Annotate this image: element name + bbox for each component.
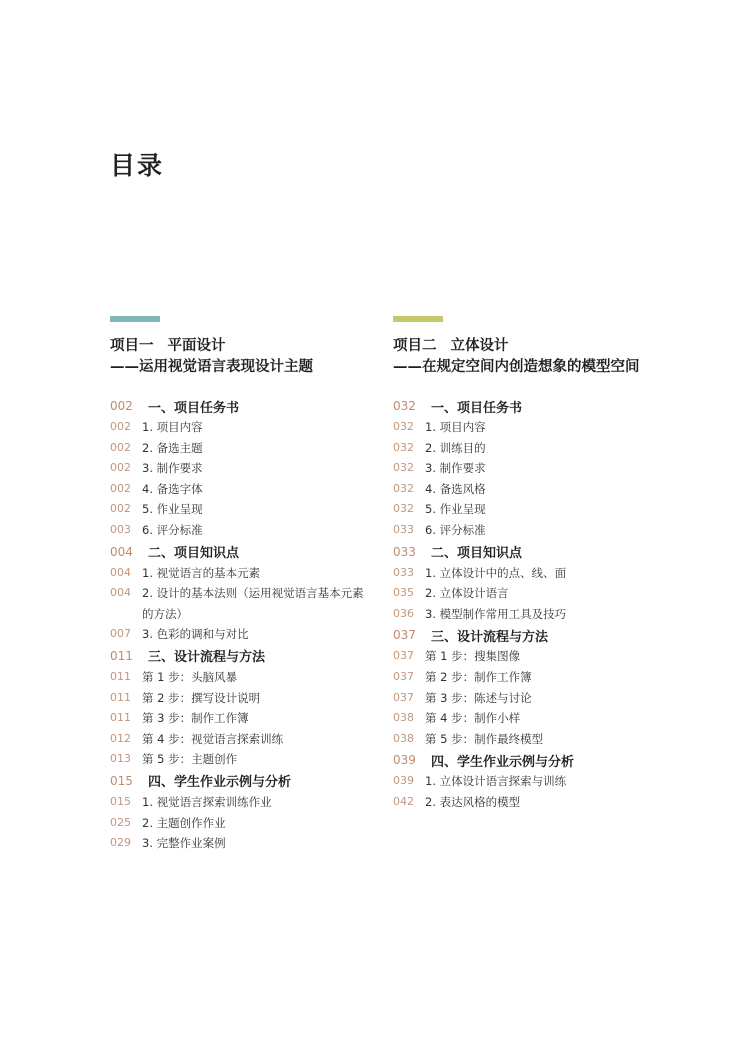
toc-page-number: 038: [393, 731, 414, 745]
toc-item[interactable]: [110, 833, 380, 854]
project-2-accent-bar: [393, 316, 443, 322]
toc-page-number: 007: [110, 627, 131, 641]
toc-section-title: 二、项目知识点: [148, 546, 240, 562]
toc-item-title: 第 4 步：视觉语言探索训练: [142, 731, 284, 746]
toc-page-number: 033: [393, 544, 416, 559]
toc-item-title: 4. 备选风格: [425, 481, 486, 496]
toc-item[interactable]: [393, 479, 663, 500]
toc-item-title: 1. 项目内容: [425, 420, 486, 434]
toc-section[interactable]: [393, 624, 663, 646]
toc-item[interactable]: [393, 499, 663, 520]
toc-item-title: 3. 制作要求: [142, 461, 203, 476]
toc-section[interactable]: [110, 395, 380, 417]
project-2-column: [393, 316, 663, 813]
project-1-name: 平面设计: [167, 337, 226, 354]
page-title: 目录: [110, 151, 165, 180]
toc-item[interactable]: [393, 520, 663, 541]
toc-item-title: 2. 表达风格的模型: [425, 794, 521, 809]
toc-item-title: 4. 备选字体: [142, 481, 203, 496]
toc-page-number: 012: [110, 731, 131, 745]
toc-page-number: 013: [110, 752, 131, 766]
toc-page-number: 015: [110, 773, 133, 788]
toc-item[interactable]: [110, 520, 380, 541]
toc-item[interactable]: [110, 563, 380, 584]
toc-item-title: 6. 评分标准: [142, 522, 203, 537]
toc-page-number: 032: [393, 399, 416, 413]
toc-item-title: 2. 主题创作作业: [142, 815, 226, 830]
toc-page-number: 042: [393, 794, 414, 808]
toc-item-title: 第 2 步：撰写设计说明: [142, 690, 261, 705]
project-1-column: [110, 316, 380, 854]
toc-item[interactable]: [393, 417, 663, 438]
toc-item-title: 3. 制作要求: [425, 461, 486, 476]
toc-item[interactable]: [110, 688, 380, 709]
project-1-accent-bar: [110, 316, 160, 322]
toc-item-title: 2. 立体设计语言: [425, 586, 509, 601]
project-2-name: 立体设计: [450, 337, 509, 354]
toc-item[interactable]: [393, 458, 663, 479]
toc-item[interactable]: [393, 667, 663, 688]
toc-page-number: 011: [110, 690, 131, 704]
toc-item-title: 6. 评分标准: [425, 522, 486, 537]
toc-item[interactable]: [393, 792, 663, 813]
toc-item[interactable]: [110, 417, 380, 438]
toc-page-number: 002: [110, 461, 131, 475]
toc-item[interactable]: [110, 458, 380, 479]
toc-item[interactable]: [110, 729, 380, 750]
toc-item-title: 1. 视觉语言的基本元素: [142, 565, 261, 580]
toc-item[interactable]: [393, 604, 663, 625]
toc-page-number: 011: [110, 648, 133, 663]
toc-section[interactable]: [110, 770, 380, 792]
toc-item-title: 第 1 步：搜集图像: [425, 649, 521, 664]
toc-page-number: 032: [393, 420, 414, 433]
toc-page-number: 032: [393, 440, 414, 454]
toc-item[interactable]: [393, 688, 663, 709]
project-2-number: 项目二: [393, 337, 437, 354]
toc-page-number: 037: [393, 649, 414, 663]
toc-page-number: 033: [393, 522, 414, 536]
toc-section-title: 四、学生作业示例与分析: [431, 754, 575, 770]
toc-item-title: 5. 作业呈现: [142, 502, 203, 517]
toc-item[interactable]: [393, 438, 663, 459]
toc-item-title: 5. 作业呈现: [425, 502, 486, 517]
toc-section-title: 一、项目任务书: [431, 400, 523, 416]
toc-page-number: 002: [110, 399, 133, 413]
toc-item[interactable]: [393, 729, 663, 750]
toc-item[interactable]: [110, 813, 380, 834]
toc-page-number: 037: [393, 669, 414, 683]
toc-page-number: 004: [110, 565, 131, 579]
project-1-toc-list: [110, 395, 380, 854]
project-1-number: 项目一: [110, 337, 154, 354]
toc-item-title: 1. 立体设计中的点、线、面: [425, 565, 567, 580]
toc-page-number: 029: [110, 836, 131, 850]
toc-item-title: 1. 视觉语言探索训练作业: [142, 794, 272, 809]
toc-item-title: 第 3 步：陈述与讨论: [425, 690, 532, 705]
toc-item-title: 第 5 步：制作最终模型: [425, 731, 544, 746]
toc-item-title: 第 3 步：制作工作簿: [142, 711, 249, 726]
toc-page-number: 033: [393, 565, 414, 579]
toc-section-title: 三、设计流程与方法: [148, 650, 266, 666]
toc-section[interactable]: [110, 541, 380, 563]
toc-page-number: 002: [110, 420, 131, 433]
toc-page-number: 038: [393, 711, 414, 725]
toc-section[interactable]: [110, 645, 380, 667]
toc-section-title: 三、设计流程与方法: [431, 629, 549, 645]
toc-page-number: 004: [110, 586, 131, 600]
toc-page-number: 036: [393, 606, 414, 620]
toc-section-title: 二、项目知识点: [431, 546, 523, 562]
toc-page-number: 003: [110, 522, 131, 536]
toc-item-title: 2. 训练目的: [425, 440, 486, 455]
toc-page-number: 035: [393, 586, 414, 600]
toc-page-number: 011: [110, 711, 131, 725]
toc-item-title: 第 2 步：制作工作簿: [425, 669, 532, 684]
toc-page-number: 039: [393, 774, 414, 788]
toc-page-number: 037: [393, 628, 416, 643]
toc-item-title: 第 5 步：主题创作: [142, 752, 238, 767]
project-2-subtitle: ——在规定空间内创造想象的模型空间: [393, 358, 640, 375]
toc-page-number: 032: [393, 461, 414, 475]
toc-section[interactable]: [393, 395, 663, 417]
toc-item-title: 1. 立体设计语言探索与训练: [425, 774, 567, 789]
project-2-toc-list: [393, 395, 663, 813]
toc-page-number: 015: [110, 794, 131, 808]
toc-item[interactable]: [110, 667, 380, 688]
toc-page-number: 002: [110, 440, 131, 454]
toc-item-title: 2. 备选主题: [142, 440, 203, 455]
toc-page-number: 032: [393, 481, 414, 495]
toc-item[interactable]: [110, 749, 380, 770]
toc-item-title: 3. 模型制作常用工具及技巧: [425, 606, 567, 621]
toc-page-number: 032: [393, 502, 414, 516]
project-2-title: [393, 335, 663, 377]
toc-item[interactable]: [393, 563, 663, 584]
project-1-title: [110, 335, 380, 377]
toc-item[interactable]: [393, 646, 663, 667]
toc-item[interactable]: [393, 708, 663, 729]
toc-item-title: 1. 项目内容: [142, 420, 203, 434]
toc-page-number: 011: [110, 669, 131, 683]
toc-item[interactable]: [110, 624, 380, 645]
toc-section[interactable]: [393, 541, 663, 563]
project-1-subtitle: ——运用视觉语言表现设计主题: [110, 358, 313, 375]
toc-item[interactable]: [110, 792, 380, 813]
toc-section-title: 四、学生作业示例与分析: [148, 775, 292, 791]
toc-item-title: 第 1 步：头脑风暴: [142, 669, 238, 684]
toc-item-title: 3. 完整作业案例: [142, 836, 226, 851]
toc-item[interactable]: [110, 438, 380, 459]
toc-page-number: 002: [110, 481, 131, 495]
toc-item-title: 2. 设计的基本法则（运用视觉语言基本元素的方法）: [142, 586, 364, 621]
toc-section[interactable]: [393, 749, 663, 771]
toc-item[interactable]: [393, 583, 663, 604]
toc-item-title: 第 4 步：制作小样: [425, 711, 521, 726]
toc-section-title: 一、项目任务书: [148, 400, 240, 416]
toc-item[interactable]: [110, 499, 380, 520]
toc-item[interactable]: [110, 479, 380, 500]
toc-page-number: 037: [393, 690, 414, 704]
toc-page-number: 039: [393, 753, 416, 768]
toc-page-number: 025: [110, 815, 131, 829]
toc-item[interactable]: [110, 583, 380, 624]
toc-page-number: 004: [110, 544, 133, 559]
toc-page-number: 002: [110, 502, 131, 516]
toc-item-title: 3. 色彩的调和与对比: [142, 627, 249, 642]
toc-item[interactable]: [393, 771, 663, 792]
toc-item[interactable]: [110, 708, 380, 729]
